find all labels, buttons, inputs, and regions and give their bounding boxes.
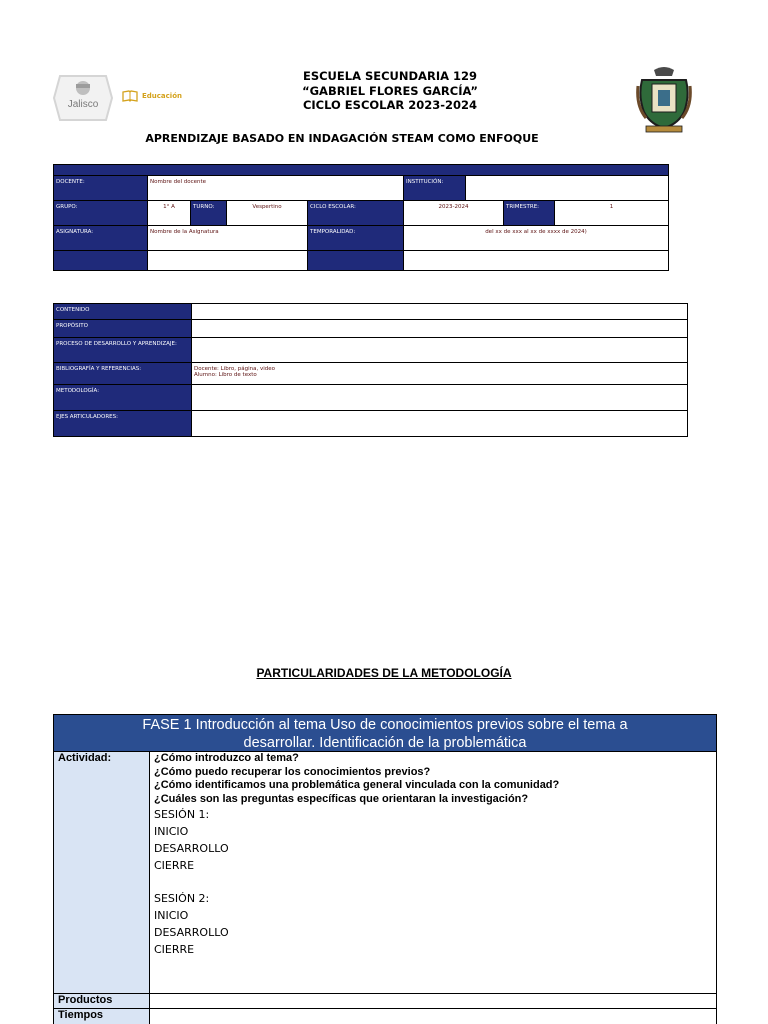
- empty-label-cell: [308, 251, 404, 271]
- guiding-question: ¿Cómo identificamos una problemática general vinculada con la comunidad?: [154, 779, 560, 791]
- tiempos-value: [150, 1009, 716, 1024]
- session-cierre: CIERRE: [154, 943, 195, 956]
- grupo-label: GRUPO:: [54, 201, 148, 226]
- school-heading: [290, 69, 490, 113]
- actividad-label: Actividad:: [54, 752, 150, 993]
- grupo-value: 1° A: [148, 201, 191, 226]
- turno-value: Vespertino: [227, 201, 308, 226]
- empty-value-cell: [404, 251, 669, 271]
- content-table: [53, 303, 688, 437]
- phase-table: [53, 714, 717, 1024]
- education-logo: [122, 90, 182, 102]
- productos-value: [150, 994, 716, 1008]
- guiding-question: ¿Cómo introduzco al tema?: [154, 752, 299, 764]
- table-row: [54, 304, 688, 320]
- proceso-label: PROCESO DE DESARROLLO Y APRENDIZAJE:: [54, 338, 192, 363]
- bibliografia-value: [192, 363, 688, 385]
- productos-label: Productos: [54, 994, 150, 1008]
- section-title: PARTICULARIDADES DE LA METODOLOGÍA: [256, 666, 512, 680]
- bibliografia-docente: Docente: Libro, página, video: [194, 366, 275, 372]
- guiding-question: ¿Cómo puedo recuperar los conocimientos previos?: [154, 765, 431, 778]
- proceso-value: [192, 338, 688, 363]
- contenido-label: CONTENIDO: [54, 304, 192, 320]
- ejes-value: [192, 411, 688, 437]
- temporalidad-value: del xx de xxx al xx de xxxx de 2024): [404, 226, 669, 251]
- asignatura-label: ASIGNATURA:: [54, 226, 148, 251]
- session-heading: SESIÓN 1:: [154, 808, 210, 821]
- session-heading: SESIÓN 2:: [154, 892, 210, 905]
- guiding-question: ¿Cuáles son las preguntas específicas que orientaran la investigación?: [154, 792, 529, 805]
- table-header-bar: [53, 164, 669, 176]
- docente-label: DOCENTE:: [54, 176, 148, 201]
- phase-title-line: desarrollar. Identificación de la problemática: [243, 735, 527, 751]
- school-name: ESCUELA SECUNDARIA 129: [302, 69, 478, 83]
- jalisco-logo-text: Jalisco: [67, 99, 99, 110]
- bibliografia-alumno: Alumno: Libro de texto: [194, 372, 257, 378]
- docente-value: Nombre del docente: [148, 176, 404, 201]
- trimestre-label: TRIMESTRE:: [504, 201, 555, 226]
- ciclo-value: 2023-2024: [404, 201, 504, 226]
- session-desarrollo: DESARROLLO: [154, 842, 229, 855]
- trimestre-value: 1: [555, 201, 669, 226]
- table-row: [53, 251, 669, 271]
- jalisco-logo: [50, 66, 116, 130]
- asignatura-value: Nombre de la Asignatura: [148, 226, 308, 251]
- table-row: [54, 994, 716, 1009]
- table-row: [54, 752, 716, 994]
- empty-label-cell: [54, 251, 148, 271]
- school-crest-icon: [636, 66, 692, 134]
- session-cierre: CIERRE: [154, 859, 195, 872]
- turno-label: TURNO:: [191, 201, 227, 226]
- session-inicio: INICIO: [154, 909, 189, 922]
- institucion-value: [466, 176, 669, 201]
- phase-title-line: FASE 1 Introducción al tema Uso de conocimientos previos sobre el tema a: [142, 717, 628, 733]
- metodologia-value: [192, 385, 688, 411]
- table-row: [54, 338, 688, 363]
- table-row: [53, 176, 669, 201]
- institucion-label: INSTITUCIÓN:: [404, 176, 466, 201]
- table-row: [54, 320, 688, 338]
- actividad-content: [150, 752, 716, 993]
- phase-header: [54, 715, 716, 752]
- book-icon: [122, 90, 138, 102]
- table-row: [53, 226, 669, 251]
- spacer: [154, 874, 712, 890]
- table-row: [54, 1009, 716, 1024]
- page-title: APRENDIZAJE BASADO EN INDAGACIÓN STEAM COMO ENFOQUE: [145, 132, 539, 145]
- session-desarrollo: DESARROLLO: [154, 926, 229, 939]
- contenido-value: [192, 304, 688, 320]
- ejes-label: EJES ARTICULADORES:: [54, 411, 192, 437]
- empty-value-cell: [148, 251, 308, 271]
- teacher-info-table: [53, 164, 669, 271]
- ciclo-label: CICLO ESCOLAR:: [308, 201, 404, 226]
- temporalidad-label: TEMPORALIDAD:: [308, 226, 404, 251]
- metodologia-label: METODOLOGÍA:: [54, 385, 192, 411]
- tiempos-label: Tiempos: [54, 1009, 150, 1024]
- school-honoree: “GABRIEL FLORES GARCÍA”: [302, 83, 478, 98]
- education-logo-text: Educación: [142, 92, 182, 100]
- session-inicio: INICIO: [154, 825, 189, 838]
- table-row: [54, 363, 688, 385]
- proposito-value: [192, 320, 688, 338]
- table-row: [54, 385, 688, 411]
- table-row: [53, 201, 669, 226]
- bibliografia-label: BIBLIOGRAFÍA Y REFERENCIAS:: [54, 363, 192, 385]
- proposito-label: PROPÓSITO: [54, 320, 192, 338]
- table-row: [54, 411, 688, 437]
- school-cycle: CICLO ESCOLAR 2023-2024: [302, 98, 478, 112]
